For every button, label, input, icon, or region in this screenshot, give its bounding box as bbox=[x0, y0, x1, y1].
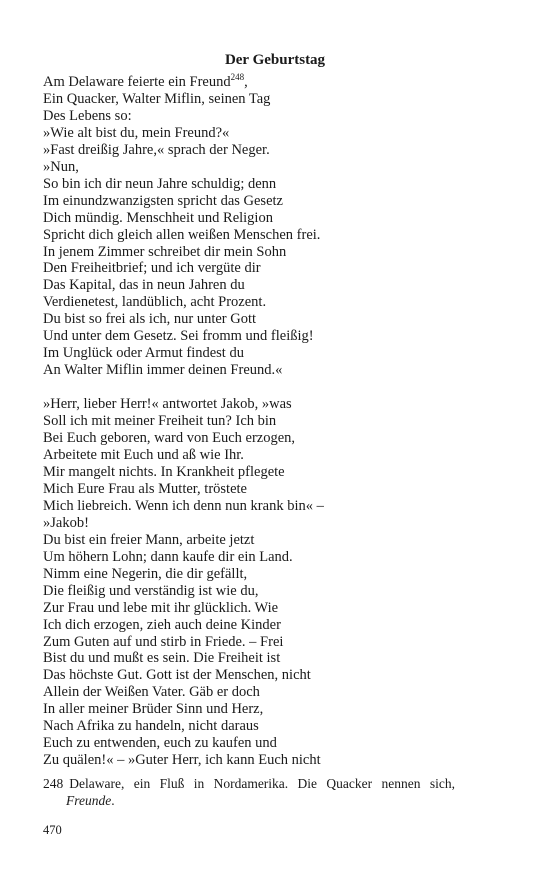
footnote bbox=[43, 775, 455, 809]
poem-line bbox=[43, 515, 510, 532]
poem-line bbox=[43, 74, 510, 91]
poem-line-text: Mich Eure Frau als Mutter, tröstete bbox=[43, 480, 247, 497]
poem-line bbox=[43, 159, 510, 176]
poem-line bbox=[43, 600, 510, 617]
footnote-end: . bbox=[111, 793, 115, 808]
poem-line bbox=[43, 481, 510, 498]
poem-line-text: Arbeitete mit Euch und aß wie Ihr. bbox=[43, 447, 244, 464]
poem-line bbox=[43, 311, 510, 328]
poem-line bbox=[43, 532, 510, 549]
poem-line-text: Allein der Weißen Vater. Gäb er doch bbox=[43, 684, 260, 701]
poem-line-text: Zum Guten auf und stirb in Friede. – Frei bbox=[43, 633, 284, 650]
poem-line-text: Du bist so frei als ich, nur unter Gott bbox=[43, 311, 257, 328]
footnote-number: 248 bbox=[43, 776, 64, 791]
poem-line-text: Bei Euch geboren, ward von Euch erzogen, bbox=[43, 430, 296, 447]
poem-line-text: »Wie alt bist du, mein Freund?« bbox=[43, 124, 230, 141]
poem-line bbox=[43, 464, 510, 481]
stanza-gap bbox=[43, 379, 510, 396]
page-number: 470 bbox=[43, 823, 62, 837]
poem-line bbox=[43, 566, 510, 583]
poem-line bbox=[43, 583, 510, 600]
poem-line-text: Mich liebreich. Wenn ich denn nun krank bin« – bbox=[43, 497, 324, 514]
poem-line-text: Verdienetest, landüblich, acht Prozent. bbox=[43, 294, 267, 311]
poem-line-text: Du bist ein freier Mann, arbeite jetzt bbox=[43, 531, 255, 548]
footnote-second-line bbox=[43, 792, 455, 809]
poem-line-text: Dich mündig. Menschheit und Religion bbox=[43, 209, 273, 226]
poem-line bbox=[43, 108, 510, 125]
footnote-reference[interactable]: 248 bbox=[230, 72, 245, 82]
line-trailing-comma: , bbox=[244, 74, 248, 90]
poem-line bbox=[43, 413, 510, 430]
poem-line bbox=[43, 125, 510, 142]
poem-line bbox=[43, 447, 510, 464]
poem-line bbox=[43, 193, 510, 210]
poem-line bbox=[43, 430, 510, 447]
poem-line bbox=[43, 667, 510, 684]
poem-line-text: »Herr, lieber Herr!« antwortet Jakob, »was bbox=[43, 396, 292, 413]
poem-line-text: Am Delaware feierte ein Freund bbox=[43, 74, 231, 90]
poem-line bbox=[43, 396, 510, 413]
poem-line-text: Um höhern Lohn; dann kaufe dir ein Land. bbox=[43, 548, 293, 565]
stanza-1 bbox=[43, 74, 510, 379]
poem-line-text: Im einundzwanzigsten spricht das Gesetz bbox=[43, 192, 283, 209]
poem-line-text: Zur Frau und lebe mit ihr glücklich. Wie bbox=[43, 599, 279, 616]
poem-line-text: Euch zu entwenden, euch zu kaufen und bbox=[43, 735, 277, 752]
poem-line bbox=[43, 617, 510, 634]
footnote-first-line bbox=[43, 775, 455, 792]
poem-line-text: »Jakob! bbox=[43, 514, 89, 531]
poem-line bbox=[43, 634, 510, 651]
poem-line bbox=[43, 718, 510, 735]
poem-line-text: Des Lebens so: bbox=[43, 107, 132, 124]
poem-line bbox=[43, 362, 510, 379]
poem-line-text: »Fast dreißig Jahre,« sprach der Neger. bbox=[43, 141, 270, 158]
poem-line-text: Nach Afrika zu handeln, nicht daraus bbox=[43, 718, 259, 735]
poem-line bbox=[43, 227, 510, 244]
poem-line-text: Bist du und mußt es sein. Die Freiheit ist bbox=[43, 650, 281, 667]
poem-line bbox=[43, 752, 510, 769]
poem-line-text: Das höchste Gut. Gott ist der Menschen, nicht bbox=[43, 667, 311, 684]
poem-body bbox=[43, 74, 510, 769]
poem-line-text: »Nun, bbox=[43, 158, 79, 175]
footnote-italic: Freunde bbox=[66, 793, 112, 808]
poem-line-text: Im Unglück oder Armut findest du bbox=[43, 345, 244, 362]
poem-line bbox=[43, 701, 510, 718]
poem-line bbox=[43, 277, 510, 294]
stanza-2 bbox=[43, 396, 510, 769]
poem-line bbox=[43, 549, 510, 566]
poem-line-text: Die fleißig und verständig ist wie du, bbox=[43, 582, 259, 599]
poem-line-text: Den Freiheitbrief; und ich vergüte dir bbox=[43, 260, 261, 277]
poem-line-text: Zu quälen!« – »Guter Herr, ich kann Euch nicht bbox=[43, 752, 321, 769]
poem-line bbox=[43, 650, 510, 667]
poem-line-text: Ich dich erzogen, zieh auch deine Kinder bbox=[43, 616, 281, 633]
poem-line bbox=[43, 91, 510, 108]
poem-line-text: Soll ich mit meiner Freiheit tun? Ich bin bbox=[43, 413, 277, 430]
poem-line bbox=[43, 294, 510, 311]
poem-line-text: In aller meiner Brüder Sinn und Herz, bbox=[43, 701, 264, 718]
poem-line bbox=[43, 260, 510, 277]
poem-line bbox=[43, 328, 510, 345]
poem-line bbox=[43, 176, 510, 193]
poem-line-text: Und unter dem Gesetz. Sei fromm und fleißig! bbox=[43, 328, 314, 345]
poem-line-text: Spricht dich gleich allen weißen Menschen frei. bbox=[43, 226, 321, 243]
poem-line bbox=[43, 142, 510, 159]
poem-line bbox=[43, 345, 510, 362]
footnote-text: Delaware, ein Fluß in Nordamerika. Die Quacker nennen sich, bbox=[69, 776, 455, 791]
poem-line-text: So bin ich dir neun Jahre schuldig; denn bbox=[43, 175, 277, 192]
poem-line-text: An Walter Miflin immer deinen Freund.« bbox=[43, 362, 283, 379]
poem-line-text: Nimm eine Negerin, die dir gefällt, bbox=[43, 565, 248, 582]
poem-line-text: In jenem Zimmer schreibet dir mein Sohn bbox=[43, 243, 287, 260]
poem-line bbox=[43, 498, 510, 515]
poem-line-text: Das Kapital, das in neun Jahren du bbox=[43, 277, 245, 294]
poem-line bbox=[43, 244, 510, 261]
poem-line bbox=[43, 210, 510, 227]
poem-line-text: Mir mangelt nichts. In Krankheit pflegete bbox=[43, 463, 285, 480]
poem-title: Der Geburtstag bbox=[224, 52, 326, 68]
poem-line-text: Ein Quacker, Walter Miflin, seinen Tag bbox=[43, 90, 271, 107]
poem-line bbox=[43, 684, 510, 701]
poem-line bbox=[43, 735, 510, 752]
